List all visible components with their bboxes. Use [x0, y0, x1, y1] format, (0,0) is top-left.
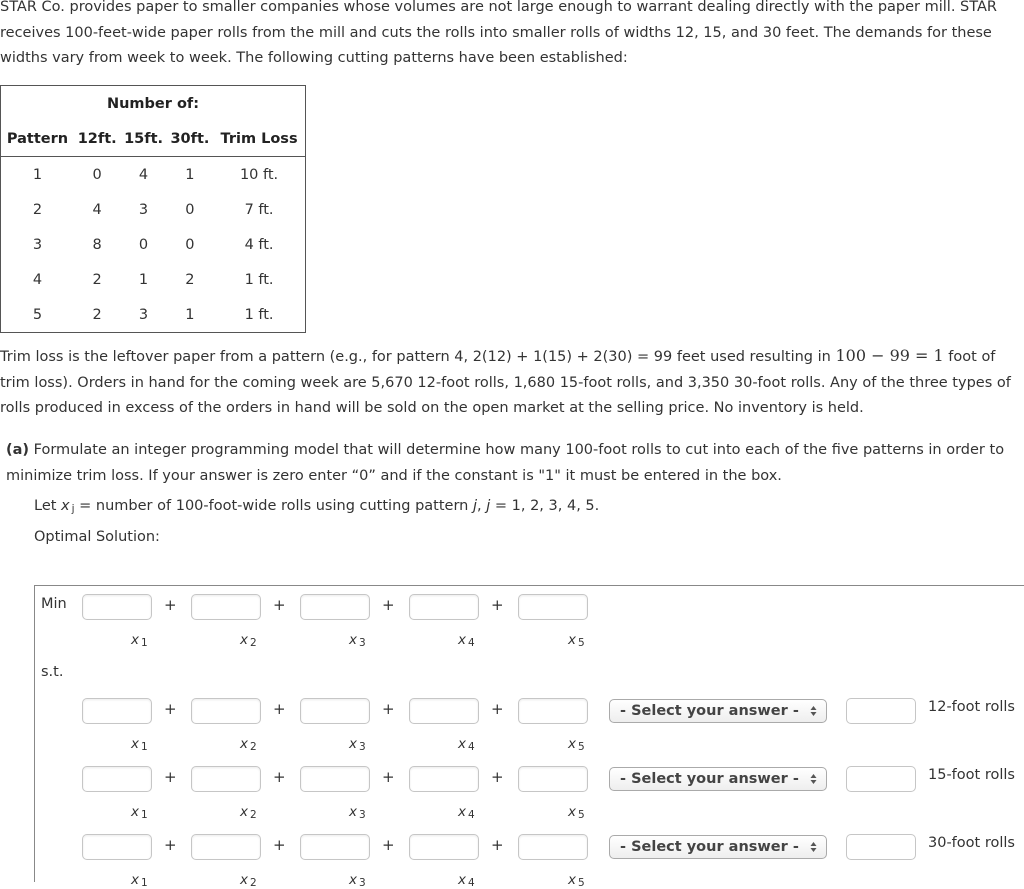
table-cell: 0: [92, 166, 102, 183]
constraint1-coef-x3-input[interactable]: [300, 698, 370, 724]
table-header-cell: Trim Loss: [213, 121, 305, 157]
table-cell: 4 ft.: [244, 236, 274, 253]
variable-label-x5: x 5: [568, 632, 585, 649]
table-cell: 7 ft.: [244, 201, 274, 218]
table-cell: 8: [92, 236, 102, 253]
table-cell: 5: [32, 306, 43, 323]
table-cell: 3: [138, 306, 149, 323]
select-arrows-icon: [810, 705, 817, 717]
constraint3-coef-x3-input[interactable]: [300, 834, 370, 860]
table-cell: 3: [138, 201, 149, 218]
select-arrows-icon: [810, 773, 817, 785]
variable-label-x3: x 3: [349, 872, 366, 889]
table-row: [1, 227, 306, 262]
optimal-solution-label: Optimal Solution:: [34, 529, 160, 545]
constraint1-coef-x2-input[interactable]: [191, 698, 261, 724]
variable-label-x5: x 5: [568, 736, 585, 753]
table-group-header: Number of:: [106, 95, 200, 112]
plus-sign: +: [273, 836, 286, 854]
trim-loss-paragraph: [0, 343, 1020, 422]
constraint2-coef-x1-input[interactable]: [82, 766, 152, 792]
question-text: Formulate an integer programming model that will determine how many 100-foot rolls to cut into each of the five patterns in order to minimize trim loss. If your answer is zero enter “0” and if the constant is "1" it must be entered in the box.: [6, 442, 1005, 484]
model-formulation: [34, 585, 1024, 889]
plus-sign: +: [491, 768, 504, 786]
constraint3-coef-x5-input[interactable]: [518, 834, 588, 860]
variable-label-x3: x 3: [349, 804, 366, 821]
variable-label-x4: x 4: [458, 872, 475, 889]
trim-math: 100 − 99 = 1: [835, 346, 944, 365]
objective-coef-x5-input[interactable]: [518, 594, 588, 620]
min-label: Min: [41, 596, 67, 612]
table-header-row: [1, 121, 306, 157]
variable-label-x4: x 4: [458, 736, 475, 753]
trim-text-before: Trim loss is the leftover paper from a pattern (e.g., for pattern 4, 2(12) + 1(15) + 2(30) = 99 feet used resulting in: [0, 349, 836, 365]
constraint-label: 12-foot rolls: [928, 699, 1015, 715]
question-label: (a): [6, 442, 30, 458]
plus-sign: +: [491, 596, 504, 614]
select-value: - Select your answer -: [620, 703, 799, 719]
plus-sign: +: [164, 700, 177, 718]
table-cell: 10 ft.: [239, 166, 279, 183]
table-cell: 1 ft.: [244, 306, 274, 323]
plus-sign: +: [273, 700, 286, 718]
plus-sign: +: [164, 768, 177, 786]
constraint-label: 15-foot rolls: [928, 767, 1015, 783]
table-cell: 1: [138, 271, 149, 288]
objective-coef-x2-input[interactable]: [191, 594, 261, 620]
variable-label-x5: x 5: [568, 804, 585, 821]
constraint2-coef-x3-input[interactable]: [300, 766, 370, 792]
table-cell: 4: [32, 271, 43, 288]
plus-sign: +: [491, 700, 504, 718]
constraint2-coef-x5-input[interactable]: [518, 766, 588, 792]
st-label: s.t.: [41, 664, 64, 680]
plus-sign: +: [273, 768, 286, 786]
select-value: - Select your answer -: [620, 839, 799, 855]
variable-label-x2: x 2: [240, 632, 257, 649]
plus-sign: +: [491, 836, 504, 854]
table-header-cell: 12ft.: [74, 121, 120, 157]
table-cell: 2: [92, 306, 102, 323]
variable-label-x2: x 2: [240, 872, 257, 889]
variable-label-x5: x 5: [568, 872, 585, 889]
table-cell: 2: [32, 201, 43, 218]
cutting-patterns-table: [0, 85, 306, 333]
plus-sign: +: [273, 596, 286, 614]
inequality-select[interactable]: [609, 835, 827, 859]
plus-sign: +: [164, 836, 177, 854]
variable-label-x2: x 2: [240, 736, 257, 753]
problem-intro: STAR Co. provides paper to smaller companies whose volumes are not large enough to warrant dealing directly with the paper mill. STAR receives 100-feet-wide paper rolls from the mill and cuts the rolls into smaller rolls of widths 12, 15, and 30 feet. The demands for these widths vary from week to week. The following cutting patterns have been established:: [0, 0, 997, 66]
constraint3-coef-x4-input[interactable]: [409, 834, 479, 860]
objective-coef-x4-input[interactable]: [409, 594, 479, 620]
table-cell: 0: [185, 236, 195, 253]
constraint3-coef-x2-input[interactable]: [191, 834, 261, 860]
plus-sign: +: [382, 596, 395, 614]
table-cell: 0: [138, 236, 149, 253]
objective-coef-x3-input[interactable]: [300, 594, 370, 620]
constraint1-coef-x1-input[interactable]: [82, 698, 152, 724]
table-cell: 4: [92, 201, 102, 218]
table-cell: 1: [185, 306, 195, 323]
variable-label-x3: x 3: [349, 736, 366, 753]
variable-label-x4: x 4: [458, 804, 475, 821]
table-cell: 1: [32, 166, 43, 183]
constraint1-coef-x5-input[interactable]: [518, 698, 588, 724]
table-header-cell: Pattern: [1, 121, 74, 157]
inequality-select[interactable]: [609, 699, 827, 723]
inequality-select[interactable]: [609, 767, 827, 791]
variable-label-x1: x 1: [131, 736, 148, 753]
table-cell: 4: [138, 166, 149, 183]
variable-label-x2: x 2: [240, 804, 257, 821]
question-a: [6, 438, 1022, 489]
constraint3-coef-x1-input[interactable]: [82, 834, 152, 860]
plus-sign: +: [382, 836, 395, 854]
plus-sign: +: [164, 596, 177, 614]
table-row: [1, 157, 306, 193]
objective-coef-x1-input[interactable]: [82, 594, 152, 620]
table-cell: 1 ft.: [244, 271, 274, 288]
variable-label-x1: x 1: [131, 872, 148, 889]
table-cell: 2: [92, 271, 102, 288]
trim-text-after: foot of trim loss). Orders in hand for the coming week are 5,670 12-foot rolls, 1,680 15-foot rolls, and 3,350 30-foot rolls. Any of the three types of rolls produced in excess of the orders in hand will be sold on the open market at the selling price. No inventory is held.: [0, 349, 1011, 416]
table-cell: 3: [32, 236, 43, 253]
table-cell: 1: [185, 166, 195, 183]
rhs-input[interactable]: [846, 834, 916, 860]
table-header-cell: 30ft.: [167, 121, 213, 157]
constraint2-coef-x4-input[interactable]: [409, 766, 479, 792]
rhs-input[interactable]: [846, 698, 916, 724]
select-value: - Select your answer -: [620, 771, 799, 787]
select-arrows-icon: [810, 841, 817, 853]
variable-label-x1: x 1: [131, 804, 148, 821]
constraint-label: 30-foot rolls: [928, 835, 1015, 851]
table-row: [1, 297, 306, 333]
variable-definition: Let x j = number of 100-foot-wide rolls using cutting pattern j, j = 1, 2, 3, 4, 5.: [34, 498, 600, 515]
plus-sign: +: [382, 700, 395, 718]
table-row: [1, 262, 306, 297]
table-row: [1, 192, 306, 227]
rhs-input[interactable]: [846, 766, 916, 792]
table-cell: 0: [185, 201, 195, 218]
table-cell: 2: [185, 271, 195, 288]
table-header-cell: 15ft.: [120, 121, 166, 157]
variable-label-x3: x 3: [349, 632, 366, 649]
variable-label-x1: x 1: [131, 632, 148, 649]
variable-label-x4: x 4: [458, 632, 475, 649]
constraint1-coef-x4-input[interactable]: [409, 698, 479, 724]
plus-sign: +: [382, 768, 395, 786]
constraint2-coef-x2-input[interactable]: [191, 766, 261, 792]
